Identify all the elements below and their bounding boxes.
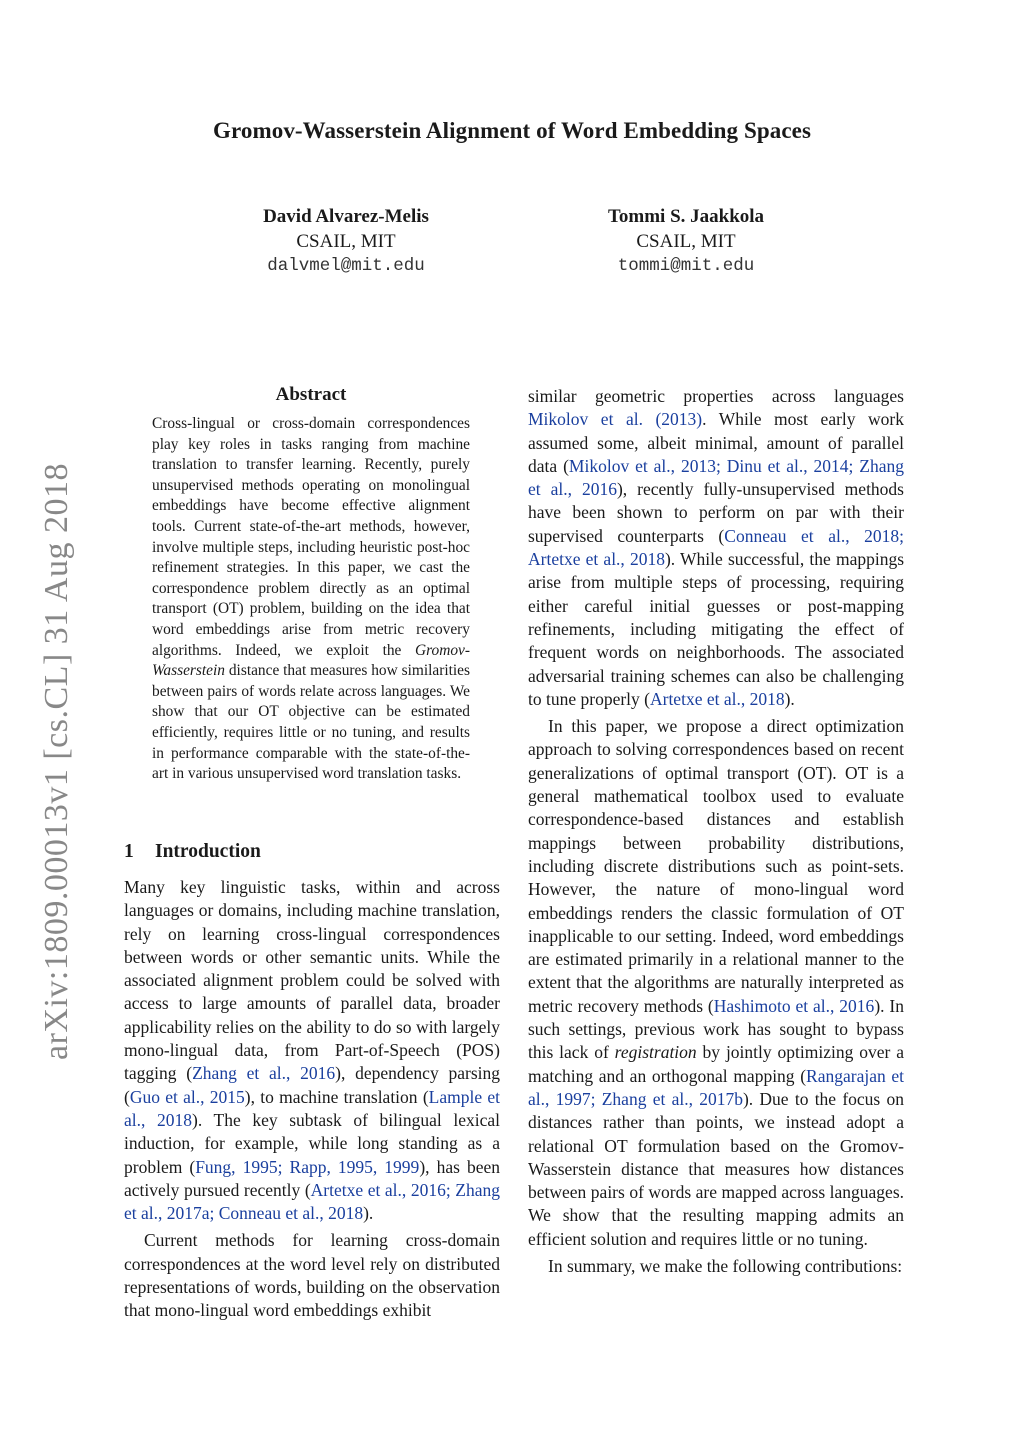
- citation-link[interactable]: Mikolov et al. (2013): [528, 409, 703, 430]
- citation-link[interactable]: Mikolov et al., 2013; Dinu et al., 2014; Zhang et al., 2016: [528, 455, 905, 500]
- citation-link[interactable]: Conneau et al., 2018; Artetxe et al., 2018: [528, 525, 904, 570]
- citation-link[interactable]: Hashimoto et al., 2016: [713, 995, 875, 1016]
- emphasis-text: registration: [614, 1042, 697, 1063]
- right-column-body: [528, 385, 904, 1278]
- author-affiliation: CSAIL, MIT: [636, 231, 736, 252]
- paper-title: Gromov-Wasserstein Alignment of Word Embedding Spaces: [212, 118, 812, 143]
- citation-link[interactable]: Rangarajan et al., 1997; Zhang et al., 2017b: [528, 1065, 905, 1109]
- arxiv-stamp: arXiv:1809.00013v1 [cs.CL] 31 Aug 2018: [38, 463, 75, 1060]
- abstract-body: [152, 414, 470, 785]
- paragraph: [124, 876, 500, 1225]
- body-text: ). Due to the focus on distances rather than points, we instead adopt a relational OT formulation based on the Gromov-Wasserstein distance that measures how distances between pairs of words are mapped across languages. We show that the resulting mapping admits an efficient solution and requires little or no tuning.: [528, 1088, 904, 1249]
- left-column-body: [124, 876, 500, 1323]
- abstract-heading: Abstract: [275, 384, 347, 405]
- body-text: by jointly optimizing over a matching and an orthogonal mapping (: [528, 1042, 904, 1086]
- citation-link[interactable]: Fung, 1995; Rapp, 1995, 1999: [195, 1156, 420, 1177]
- author-email[interactable]: tommi@mit.edu: [617, 256, 755, 276]
- body-text: ). In such settings, previous work has sought to bypass this lack of: [528, 995, 905, 1063]
- section-title: Introduction: [155, 841, 261, 862]
- citation-link[interactable]: Lample et al., 2018: [124, 1086, 501, 1130]
- author-block-2: [516, 204, 856, 279]
- body-text: ). The key subtask of bilingual lexical induction, for example, while long standing as a problem (: [124, 1109, 500, 1177]
- citation-link[interactable]: Artetxe et al., 2018: [649, 688, 785, 709]
- body-text: ), dependency parsing (: [124, 1063, 500, 1107]
- body-text: ), to machine translation (: [244, 1086, 429, 1107]
- citation-link[interactable]: Guo et al., 2015: [129, 1086, 245, 1107]
- section-heading-introduction: [124, 841, 261, 863]
- body-text: ).: [363, 1203, 374, 1224]
- body-text: In this paper, we propose a direct optimization approach to solving correspondences based on recent generalizations of optimal transport (OT). OT is a general mathematical toolbox used to evaluate correspondence-based distances and establish mappings between probability distributions, including discrete distributions such as point-sets. However, the nature of mono-lingual word embeddings renders the classic formulation of OT inapplicable to our setting. Indeed, word embeddings are estimated primarily in a relational manner to the extent that the algorithms are naturally interpreted as metric recovery methods (: [528, 716, 904, 1016]
- author-name: David Alvarez-Melis: [263, 206, 429, 227]
- author-email[interactable]: dalvmel@mit.edu: [267, 256, 425, 276]
- body-text: similar geometric properties across languages: [528, 386, 904, 406]
- body-text: ). While successful, the mappings arise from multiple steps of processing, requiring either careful initial guesses or post-mapping refinements, including mitigating the effect of frequent words on neighborhoods. The associated adversarial training schemes can also be challenging to tune properly (: [528, 549, 905, 709]
- paragraph: [528, 715, 904, 1251]
- paragraph: [528, 385, 904, 711]
- author-affiliation: CSAIL, MIT: [296, 231, 396, 252]
- paragraph: In summary, we make the following contributions:: [548, 1255, 903, 1276]
- citation-link[interactable]: Zhang et al., 2016: [192, 1063, 336, 1084]
- section-number: 1: [124, 841, 134, 862]
- body-text: ), recently fully-unsupervised methods have been shown to perform on par with their supervised counterparts (: [528, 479, 904, 546]
- citation-link[interactable]: Artetxe et al., 2016; Zhang et al., 2017a; Conneau et al., 2018: [124, 1179, 500, 1224]
- abstract-text: distance that measures how similarities between pairs of words relate across languages. We show that our OT objective can be estimated efficiently, requires little or no tuning, and results in performance comparable with the state-of-the-art in various unsupervised word translation tasks.: [152, 662, 470, 783]
- body-text: . While most early work assumed some, albeit minimal, amount of parallel data (: [528, 409, 905, 476]
- body-text: Many key linguistic tasks, within and across languages or domains, including machine translation, rely on learning cross-lingual correspondences between words or other semantic units. While the associated alignment problem could be solved with access to large amounts of parallel data, broader applicability relies on the ability to do so with largely mono-lingual data, from Part-of-Speech (POS) tagging (: [124, 877, 500, 1084]
- body-text: ).: [784, 688, 795, 709]
- author-block-1: [176, 204, 516, 279]
- abstract-emphasis: Gromov-Wasserstein: [152, 641, 470, 680]
- abstract-text: Cross-lingual or cross-domain correspondences play key roles in tasks ranging from machine translation to transfer learning. Recently, purely unsupervised methods operating on monolingual embeddings have become effective alignment tools. Current state-of-the-art methods, however, involve multiple steps, including heuristic post-hoc refinement strategies. In this paper, we cast the correspondence problem directly as an optimal transport (OT) problem, building on the idea that word embeddings arise from metric recovery algorithms. Indeed, we exploit the: [152, 415, 470, 659]
- paragraph: Current methods for learning cross-domain correspondences at the word level rely on distributed representations of words, building on the observation that mono-lingual word embeddings exhibit: [124, 1230, 500, 1321]
- body-text: ), has been actively pursued recently (: [124, 1156, 500, 1200]
- author-name: Tommi S. Jaakkola: [607, 206, 765, 227]
